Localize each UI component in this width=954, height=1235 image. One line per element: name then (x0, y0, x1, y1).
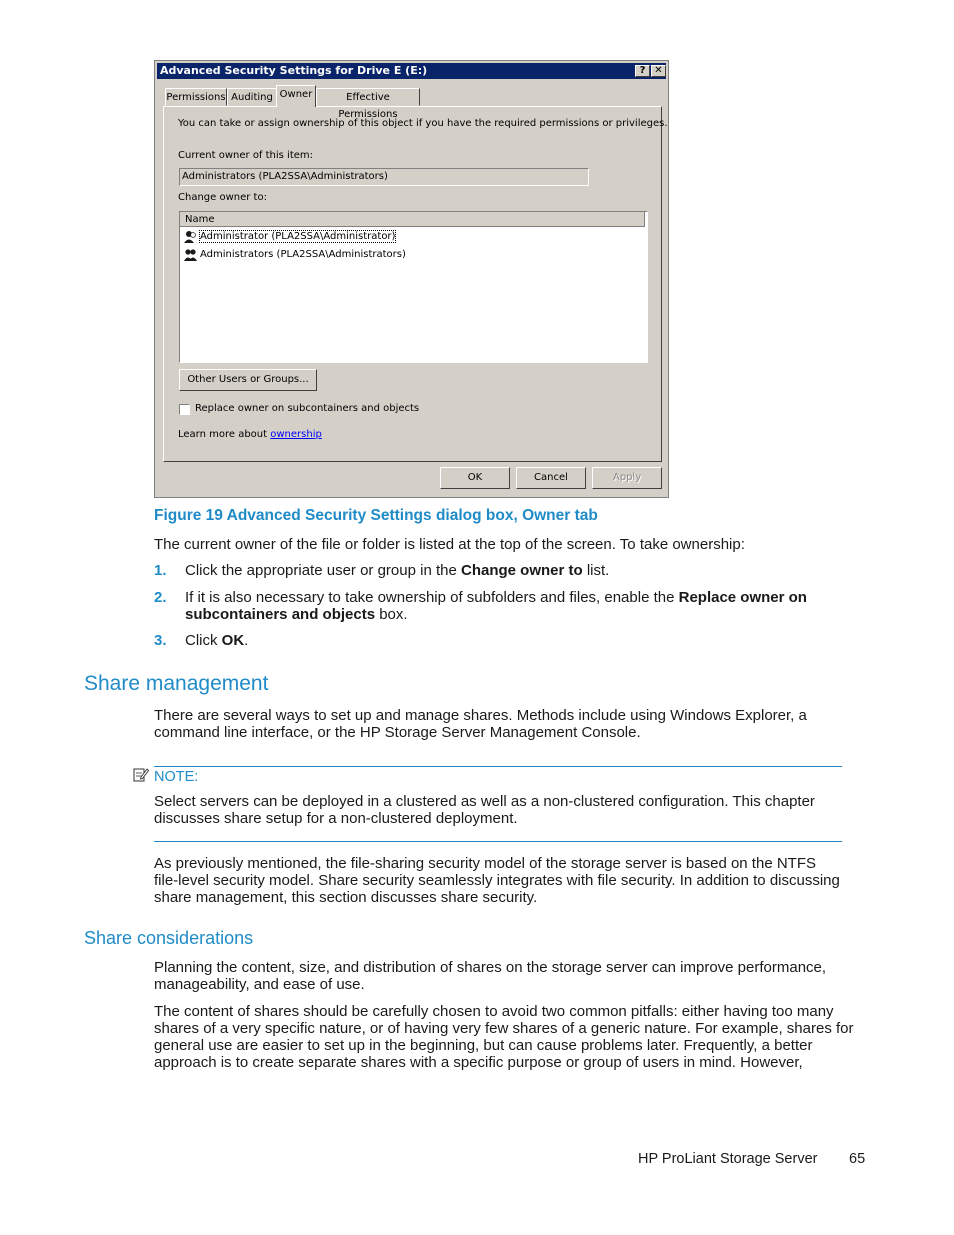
tab-effective-permissions[interactable]: Effective Permissions (316, 88, 420, 106)
list-item-label: Administrators (PLA2SSA\Administrators) (200, 249, 406, 260)
security-model-paragraph: As previously mentioned, the file-sharing security model of the storage server is based on the NTFS file-level security model. Share security seamlessly integrates with file security. In addition to discussing share management, this section discusses share security. (154, 855, 840, 906)
step-2-text: If it is also necessary to take ownership of subfolders and files, enable the Replace owner on subcontainers and objects box. (185, 589, 807, 623)
intro-paragraph: The current owner of the file or folder is listed at the top of the screen. To take ownership: (154, 536, 745, 553)
note-top-rule (154, 766, 842, 767)
list-header-name[interactable] (180, 212, 645, 227)
heading-share-management: Share management (84, 672, 269, 695)
current-owner-field: Administrators (PLA2SSA\Administrators) (179, 168, 589, 186)
dialog-title-bar (157, 63, 666, 79)
replace-owner-label: Replace owner on subcontainers and objects (195, 403, 420, 414)
close-icon[interactable]: ✕ (651, 65, 666, 77)
learn-more-text (178, 429, 322, 440)
learn-more-prefix: Learn more about (178, 429, 271, 440)
current-owner-label: Current owner of this item: (178, 150, 314, 161)
footer-title: HP ProLiant Storage Server (638, 1151, 818, 1167)
step-number: 1. (154, 562, 167, 579)
note-icon (133, 767, 149, 782)
owner-intro-text: You can take or assign ownership of this object if you have the required permissions or privileges. (178, 118, 668, 129)
list-item-label: Administrator (PLA2SSA\Administrator) (200, 231, 396, 242)
apply-button[interactable]: Apply (592, 467, 662, 489)
ownership-link[interactable]: ownership (270, 429, 322, 440)
other-users-button[interactable]: Other Users or Groups... (179, 369, 317, 391)
change-owner-list[interactable] (179, 211, 648, 363)
tab-owner[interactable]: Owner (276, 85, 316, 107)
advanced-security-settings-dialog (154, 60, 669, 498)
note-text: Select servers can be deployed in a clustered as well as a non-clustered configuration. This chapter discusses share setup for a non-clustered deployment. (154, 793, 815, 827)
page-number: 65 (849, 1151, 866, 1167)
tab-permissions[interactable]: Permissions (165, 88, 227, 106)
share-management-paragraph: There are several ways to set up and manage shares. Methods include using Windows Explorer, a command line interface, or the HP Storage Server Management Console. (154, 707, 807, 741)
note-bottom-rule (154, 841, 842, 842)
note-label: NOTE: (154, 769, 199, 785)
considerations-paragraph-2: The content of shares should be carefully chosen to avoid two common pitfalls: either having too many shares of a very specific nature, or of having very few shares of a generic nature. For example, shares for general use are easier to set up in the beginning, but can cause problems later. Frequently, a better approach is to create separate shares with a specific purpose or group of users in mind. However, (154, 1003, 854, 1071)
step-3-text: Click OK. (185, 632, 249, 649)
list-header-label: Name (185, 214, 215, 225)
group-icon (184, 248, 197, 261)
cancel-button[interactable]: Cancel (516, 467, 586, 489)
step-number: 3. (154, 632, 167, 649)
heading-share-considerations: Share considerations (84, 928, 254, 948)
replace-owner-checkbox[interactable] (179, 404, 190, 415)
help-icon[interactable]: ? (635, 65, 650, 77)
change-owner-label: Change owner to: (178, 192, 267, 203)
user-icon (184, 230, 197, 243)
figure-caption: Figure 19 Advanced Security Settings dialog box, Owner tab (154, 507, 598, 524)
tab-auditing[interactable]: Auditing (227, 88, 277, 106)
considerations-paragraph-1: Planning the content, size, and distribution of shares on the storage server can improve performance, manageability, and ease of use. (154, 959, 827, 993)
step-number: 2. (154, 589, 167, 606)
dialog-title: Advanced Security Settings for Drive E (E:) (160, 64, 428, 77)
step-1-text: Click the appropriate user or group in the Change owner to list. (185, 562, 610, 579)
list-item[interactable] (184, 229, 395, 245)
list-item[interactable] (184, 247, 406, 263)
ok-button[interactable]: OK (440, 467, 510, 489)
